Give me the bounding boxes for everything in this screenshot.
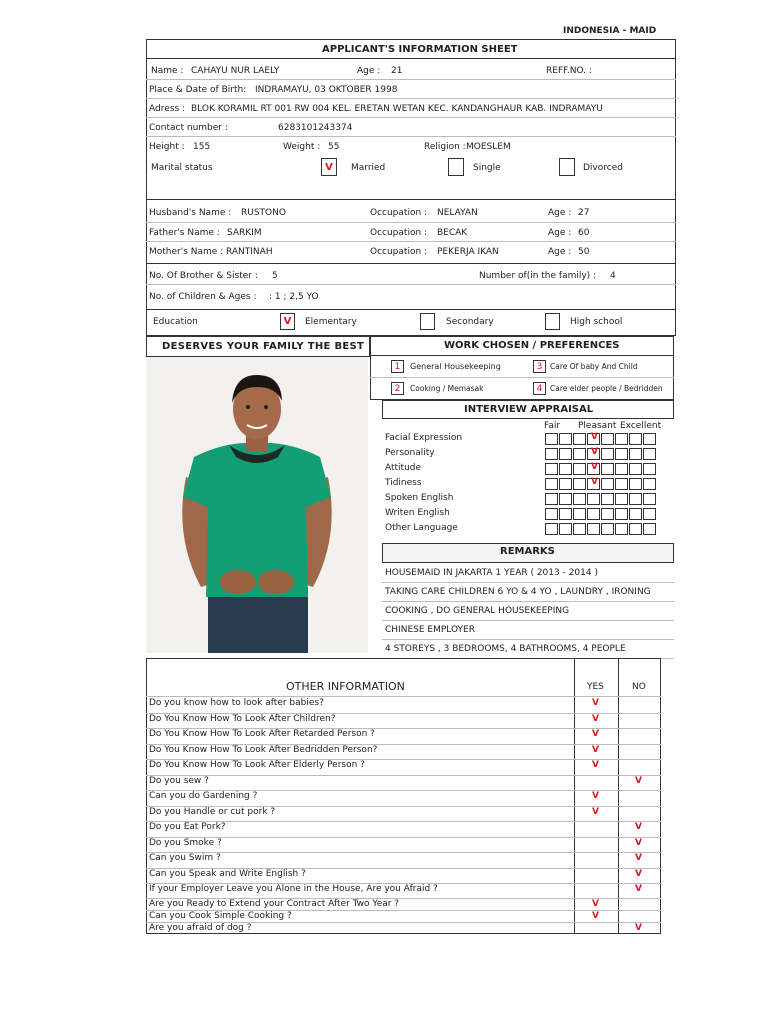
appraisal-label: Tidiness (385, 478, 422, 488)
father-label: Father's Name : (149, 228, 220, 238)
height-value: 155 (193, 142, 211, 152)
appraisal-rating-cell[interactable] (587, 433, 600, 445)
appraisal-rating-cell[interactable] (587, 448, 600, 460)
mother-label: Mother's Name : (149, 247, 224, 257)
appraisal-rating-cell[interactable] (545, 478, 558, 490)
contact-value: 6283101243374 (278, 123, 353, 133)
appraisal-rating-cell[interactable] (629, 508, 642, 520)
question-text: Do You Know How To Look After Retarded Person ? (149, 729, 375, 739)
education-label: Education (153, 317, 198, 327)
contact-label: Contact number : (149, 123, 228, 133)
appraisal-scale-excellent: Excellent (620, 421, 662, 431)
weight-value: 55 (328, 142, 340, 152)
appraisal-scale-fair: Fair (544, 421, 561, 431)
remark-line: HOUSEMAID IN JAKARTA 1 YEAR ( 2013 - 2014 ) (385, 568, 598, 578)
appraisal-rating-cell[interactable] (643, 433, 656, 445)
yes-check-mark[interactable]: V (592, 760, 599, 770)
other-info-title: OTHER INFORMATION (286, 680, 405, 693)
appraisal-title: INTERVIEW APPRAISAL (464, 404, 594, 415)
no-check-mark[interactable]: V (635, 776, 642, 786)
age-label: Age : (357, 66, 381, 76)
question-text: Do you Eat Pork? (149, 822, 226, 832)
appraisal-rating-cell[interactable] (559, 523, 572, 535)
pob-value: INDRAMAYU, 03 OKTOBER 1998 (255, 85, 398, 95)
appraisal-rating-cell[interactable] (587, 463, 600, 475)
yes-check-mark[interactable]: V (592, 899, 599, 909)
appraisal-rating-cell[interactable] (573, 478, 586, 490)
yes-check-mark[interactable]: V (592, 807, 599, 817)
appraisal-rating-cell[interactable] (615, 508, 628, 520)
mother-age: 50 (578, 247, 590, 257)
appraisal-rating-cell[interactable] (643, 478, 656, 490)
no-check-mark[interactable]: V (635, 869, 642, 879)
father-age-label: Age : (548, 228, 572, 238)
remark-line: TAKING CARE CHILDREN 6 YO & 4 YO , LAUNDRY , IRONING (385, 587, 651, 597)
appraisal-rating-cell[interactable] (601, 508, 614, 520)
husband-age-label: Age : (548, 208, 572, 218)
question-text: If your Employer Leave you Alone in the House, Are you Afraid ? (149, 884, 438, 894)
work-pref-2-label: Cooking / Memasak (410, 384, 484, 393)
secondary-checkbox[interactable] (420, 313, 435, 330)
no-check-mark[interactable]: V (635, 923, 642, 933)
question-text: Can you Speak and Write English ? (149, 869, 306, 879)
divorced-checkbox[interactable] (559, 158, 575, 176)
appraisal-rating-cell[interactable] (601, 433, 614, 445)
yes-check-mark[interactable]: V (592, 729, 599, 739)
appraisal-rating-cell[interactable] (601, 478, 614, 490)
children-value: : 1 ; 2,5 YO (269, 292, 319, 302)
appraisal-rating-cell[interactable] (643, 448, 656, 460)
no-check-mark[interactable]: V (635, 853, 642, 863)
appraisal-rating-cell[interactable] (587, 523, 600, 535)
siblings-label: No. Of Brother & Sister : (149, 271, 258, 281)
remark-line: COOKING , DO GENERAL HOUSEKEEPING (385, 606, 570, 616)
husband-occupation: NELAYAN (437, 208, 478, 218)
appraisal-rating-cell[interactable] (573, 463, 586, 475)
question-text: Do You Know How To Look After Bedridden Person? (149, 745, 378, 755)
appraisal-rating-cell[interactable] (545, 523, 558, 535)
question-text: Do you Smoke ? (149, 838, 222, 848)
sheet-title: APPLICANT'S INFORMATION SHEET (322, 44, 518, 55)
marital-label: Marital status (151, 163, 213, 173)
question-text: Are you afraid of dog ? (149, 923, 252, 933)
family-number-value: 4 (610, 271, 616, 281)
question-text: Do You Know How To Look After Children? (149, 714, 336, 724)
name-value: CAHAYU NUR LAELY (191, 66, 280, 76)
height-label: Height : (149, 142, 185, 152)
husband-value: RUSTONO (241, 208, 286, 218)
appraisal-rating-cell[interactable] (545, 508, 558, 520)
question-text: Are you Ready to Extend your Contract After Two Year ? (149, 899, 400, 909)
appraisal-label: Other Language (385, 523, 458, 533)
appraisal-rating-cell[interactable] (573, 493, 586, 505)
address-value: BLOK KORAMIL RT 001 RW 004 KEL. ERETAN WETAN KEC. KANDANGHAUR KAB. INDRAMAYU (191, 104, 603, 114)
high-school-label: High school (570, 317, 623, 327)
yes-check-mark[interactable]: V (592, 698, 599, 708)
mother-occupation: PEKERJA IKAN (437, 247, 499, 257)
married-checkbox[interactable]: V (321, 158, 337, 176)
question-text: Can you Swim ? (149, 853, 221, 863)
appraisal-rating-cell[interactable] (601, 493, 614, 505)
applicant-photo-figure (146, 357, 368, 653)
appraisal-rating-cell[interactable] (629, 523, 642, 535)
rating-check-mark: V (591, 432, 598, 442)
work-pref-1-number: 1 (391, 360, 404, 373)
father-age: 60 (578, 228, 590, 238)
appraisal-rating-cell[interactable] (629, 448, 642, 460)
weight-label: Weight : (283, 142, 321, 152)
yes-header: YES (587, 682, 604, 692)
husband-label: Husband's Name : (149, 208, 232, 218)
elementary-checkbox[interactable]: V (280, 313, 295, 330)
appraisal-rating-cell[interactable] (559, 433, 572, 445)
children-label: No. of Children & Ages : (149, 292, 257, 302)
applicant-photo (146, 357, 368, 653)
elementary-label: Elementary (305, 317, 357, 327)
address-label: Adress : (149, 104, 186, 114)
husband-occupation-label: Occupation : (370, 208, 428, 218)
married-label: Married (351, 163, 386, 173)
appraisal-rating-cell[interactable] (545, 463, 558, 475)
question-text: Do you know how to look after babies? (149, 698, 324, 708)
work-pref-4-label: Care elder people / Bedridden (550, 384, 663, 393)
appraisal-rating-cell[interactable] (545, 433, 558, 445)
question-text: Can you Cook Simple Cooking ? (149, 911, 292, 921)
work-pref-2-number: 2 (391, 382, 404, 395)
appraisal-rating-cell[interactable] (615, 478, 628, 490)
appraisal-rating-cell[interactable] (559, 493, 572, 505)
divorced-label: Divorced (583, 163, 623, 173)
appraisal-rating-cell[interactable] (559, 508, 572, 520)
appraisal-rating-cell[interactable] (587, 493, 600, 505)
rating-check-mark: V (591, 447, 598, 457)
no-check-mark[interactable]: V (635, 884, 642, 894)
appraisal-rating-cell[interactable] (573, 508, 586, 520)
appraisal-rating-cell[interactable] (643, 508, 656, 520)
remarks-title: REMARKS (500, 546, 555, 557)
appraisal-rating-cell[interactable] (559, 448, 572, 460)
appraisal-rating-cell[interactable] (545, 493, 558, 505)
no-check-mark[interactable]: V (635, 822, 642, 832)
appraisal-rating-cell[interactable] (587, 508, 600, 520)
question-text: Do you Handle or cut pork ? (149, 807, 276, 817)
question-text: Do You Know How To Look After Elderly Person ? (149, 760, 365, 770)
work-pref-3-number: 3 (533, 360, 546, 373)
remark-line: 4 STOREYS , 3 BEDROOMS, 4 BATHROOMS, 4 PEOPLE (385, 644, 626, 654)
appraisal-rating-cell[interactable] (629, 433, 642, 445)
remark-line: CHINESE EMPLOYER (385, 625, 475, 635)
yes-check-mark[interactable]: V (592, 791, 599, 801)
appraisal-scale-pleasant: Pleasant (578, 421, 617, 431)
ref-label: REFF.NO. : (546, 66, 592, 76)
appraisal-rating-cell[interactable] (643, 523, 656, 535)
appraisal-label: Personality (385, 448, 435, 458)
appraisal-rating-cell[interactable] (615, 463, 628, 475)
age-value: 21 (391, 66, 403, 76)
appraisal-rating-cell[interactable] (601, 523, 614, 535)
appraisal-rating-cell[interactable] (601, 463, 614, 475)
rating-check-mark: V (591, 462, 598, 472)
appraisal-rating-cell[interactable] (559, 463, 572, 475)
work-pref-3-label: Care Of baby And Child (550, 362, 638, 371)
pob-label: Place & Date of Birth: (149, 85, 247, 95)
appraisal-label: Facial Expression (385, 433, 463, 443)
appraisal-rating-cell[interactable] (615, 493, 628, 505)
appraisal-label: Attitude (385, 463, 422, 473)
father-value: SARKIM (227, 228, 262, 238)
single-checkbox[interactable] (448, 158, 464, 176)
appraisal-rating-cell[interactable] (545, 448, 558, 460)
mother-age-label: Age : (548, 247, 572, 257)
religion-label: Religion : (424, 142, 466, 152)
appraisal-label: Spoken English (385, 493, 454, 503)
work-pref-1-label: General Housekeeping (410, 362, 501, 371)
appraisal-rating-cell[interactable] (559, 478, 572, 490)
husband-age: 27 (578, 208, 590, 218)
no-header: NO (632, 682, 646, 692)
question-text: Can you do Gardening ? (149, 791, 258, 801)
siblings-value: 5 (272, 271, 278, 281)
mother-occupation-label: Occupation : (370, 247, 428, 257)
yes-check-mark[interactable]: V (592, 745, 599, 755)
appraisal-rating-cell[interactable] (587, 478, 600, 490)
father-occupation-label: Occupation : (370, 228, 428, 238)
appraisal-rating-cell[interactable] (643, 493, 656, 505)
appraisal-rating-cell[interactable] (573, 523, 586, 535)
header-tag: INDONESIA - MAID (563, 26, 657, 36)
rating-check-mark: V (591, 477, 598, 487)
mother-value: RANTINAH (226, 247, 273, 257)
work-title: WORK CHOSEN / PREFERENCES (444, 340, 620, 351)
name-label: Name : (151, 66, 184, 76)
appraisal-rating-cell[interactable] (615, 433, 628, 445)
yes-check-mark[interactable]: V (592, 911, 599, 921)
appraisal-rating-cell[interactable] (643, 463, 656, 475)
work-pref-4-number: 4 (533, 382, 546, 395)
appraisal-rating-cell[interactable] (629, 463, 642, 475)
appraisal-label: Writen English (385, 508, 450, 518)
appraisal-rating-cell[interactable] (601, 448, 614, 460)
high-school-checkbox[interactable] (545, 313, 560, 330)
appraisal-rating-cell[interactable] (615, 523, 628, 535)
religion-value: MOESLEM (466, 142, 511, 152)
appraisal-rating-cell[interactable] (573, 433, 586, 445)
appraisal-rating-cell[interactable] (573, 448, 586, 460)
yes-check-mark[interactable]: V (592, 714, 599, 724)
no-check-mark[interactable]: V (635, 838, 642, 848)
father-occupation: BECAK (437, 228, 468, 238)
appraisal-rating-cell[interactable] (615, 448, 628, 460)
photo-caption: DESERVES YOUR FAMILY THE BEST (162, 341, 365, 352)
question-text: Do you sew ? (149, 776, 209, 786)
secondary-label: Secondary (446, 317, 494, 327)
appraisal-rating-cell[interactable] (629, 478, 642, 490)
family-number-label: Number of(in the family) : (479, 271, 597, 281)
single-label: Single (473, 163, 501, 173)
appraisal-rating-cell[interactable] (629, 493, 642, 505)
